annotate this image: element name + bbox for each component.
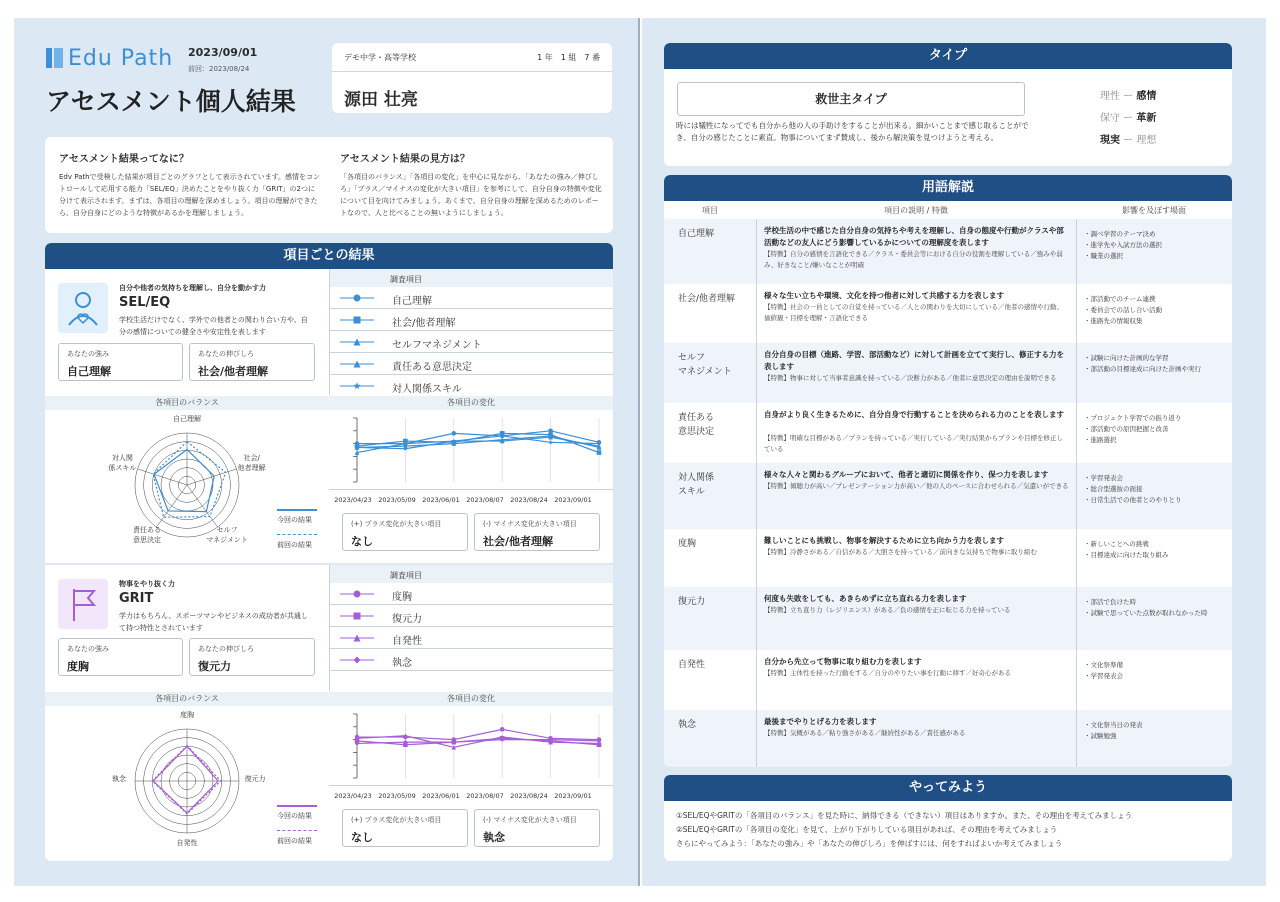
type-axis-right: 理想 <box>1136 135 1157 146</box>
type-description: 時には犠牲になってでも自分から他の人の手助けをすることが出来る。細かいことまで感じ取ることができ、自分の感じたことに素直。物事についてまず賛成し、後から解決策を見つけようと考える。 <box>676 121 1029 142</box>
sel-minus-label: (-) マイナス変化が大きい項目 <box>483 520 577 528</box>
glossary-item-name: 責任ある 意思決定 <box>678 413 715 437</box>
tryit-card <box>664 775 1232 861</box>
grit-plus-value: なし <box>351 831 373 844</box>
grit-line-chart <box>329 706 613 784</box>
grit-plus-box <box>342 809 468 847</box>
tryit-line: さらにやってみよう：「あなたの強み」や「あなたの伸びしろ」を伸ばすには、何をすればよいか考えてみましょう <box>676 839 1063 848</box>
glossary-item-features: 【特徴】主体性を持った行動をする／自分のやりたい事を行動に移す／好奇心がある <box>764 669 1011 677</box>
glossary-scene-item: ・部活で負けた時 <box>1084 598 1136 606</box>
grit-legend-item <box>330 583 613 605</box>
grit-legend-marker <box>340 632 374 644</box>
glossary-scene-item: ・新しいことへの挑戦 <box>1084 540 1149 548</box>
sel-legend-marker <box>340 358 374 370</box>
type-name: 救世主タイプ <box>677 82 1025 116</box>
intro-card <box>45 137 613 233</box>
report-date: 2023/09/01 <box>188 46 258 59</box>
grit-strength-box <box>58 638 183 676</box>
glossary-row <box>664 219 1232 284</box>
grit-legend-item <box>330 605 613 627</box>
legend-marker-shape <box>354 317 361 324</box>
grit-legend-label: 度胸 <box>392 592 412 603</box>
glossary-item-features: 【特徴】傾聴力が高い／プレゼンテーション力が高い／他の人のペースに合わせられる／気遣いができる <box>764 482 1069 490</box>
sel-legend-item <box>330 331 613 353</box>
intro-text-how: 「各項目のバランス」「各項目の変化」を中心に見ながら、「あなたの強み／伸びしろ」「プラス／マイナスの変化が大きい項目」を参考にして、自分自身の特徴や変化について目を向けてみましょう。あくまで、自分自身の理解を深めるためのレポートなので、人と比べることの無いようにしましょう。 <box>340 173 602 217</box>
previous-date: 前回：2023/08/24 <box>188 65 250 73</box>
glossary-scene-item: ・委員会での話し合い活動 <box>1084 306 1162 314</box>
data-point <box>500 727 505 732</box>
legend-marker-shape <box>354 295 361 302</box>
radar-axis-label: 執念 <box>112 775 126 783</box>
column-divider <box>756 343 757 403</box>
type-axis-left: 現実 <box>1100 135 1120 146</box>
column-divider <box>756 529 757 587</box>
grit-strength-value: 度胸 <box>67 660 89 673</box>
glossary-row <box>664 343 1232 403</box>
sel-strength-box <box>58 343 183 381</box>
glossary-row <box>664 284 1232 343</box>
radar-spoke <box>187 469 236 485</box>
sel-growth-box <box>189 343 315 381</box>
glossary-scene-item: ・進路選択 <box>1084 436 1117 444</box>
column-divider <box>1076 529 1077 587</box>
glossary-item-description: 自分から先立って物事に取り組む力を表します <box>764 657 922 666</box>
date-tick-label: 2023/05/09 <box>378 496 416 504</box>
intro-heading-what: アセスメント結果ってなに？ <box>59 154 189 165</box>
class-number: 1 年 1 組 7 番 <box>537 53 600 62</box>
student-card <box>332 43 612 113</box>
glossary-column-headers <box>664 201 1232 219</box>
radar-axis-label: 対人関係スキル <box>108 454 137 473</box>
column-divider <box>1076 587 1077 650</box>
sel-caption: 自分や他者の気持ちを理解し、自分を動かす力 <box>119 284 266 292</box>
glossary-item-name: 度胸 <box>678 539 697 549</box>
radar-spoke <box>187 485 218 527</box>
glossary-scene-item: ・部活動の目標達成に向けた計画や実行 <box>1084 365 1201 373</box>
glossary-item-description: 自身がより良く生きるために、自分自身で行動することを決められる力のことを表します <box>764 410 1064 419</box>
grit-description: 学力はもちろん、スポーツマンやビジネスの成功者が共通して持つ特性とされています <box>119 612 308 632</box>
sel-legend-item <box>330 287 613 309</box>
grit-flag-icon <box>58 579 108 629</box>
sel-legend-item <box>330 353 613 375</box>
series-line <box>357 738 599 744</box>
glossary-scene-item: ・調べ学習のテーマ決め <box>1084 230 1156 238</box>
grit-legend-marker <box>340 610 374 622</box>
sel-legend-item <box>330 375 613 397</box>
logo-text: Edu Path <box>68 46 174 71</box>
radar-axis-label: 責任ある意思決定 <box>133 525 162 544</box>
legend-marker-shape <box>354 657 361 664</box>
date-tick-label: 2023/08/24 <box>510 496 548 504</box>
grit-legend-marker <box>340 588 374 600</box>
data-point <box>597 450 602 455</box>
column-divider <box>756 710 757 767</box>
grit-minus-label: (-) マイナス変化が大きい項目 <box>483 816 577 824</box>
type-axis-separator: ー <box>1120 135 1137 146</box>
grit-legend-label: 自発性 <box>392 636 422 647</box>
glossary-scene-item: ・職業の選択 <box>1084 252 1123 260</box>
glossary-scene-item: ・部活動での原因把握と改善 <box>1084 425 1169 433</box>
date-tick-label: 2023/09/01 <box>554 496 592 504</box>
date-tick-label: 2023/04/23 <box>334 496 372 504</box>
sel-legend-marker <box>340 292 374 304</box>
glossary-item-description: 何度も失敗をしても、あきらめずに立ち直れる力を表します <box>764 594 967 603</box>
glossary-item-description: 自分自身の目標（進路、学習、部活動など）に対して計画を立てて実行し、修正する力を表します <box>764 350 1064 371</box>
grit-plus-label: (+) プラス変化が大きい項目 <box>351 816 442 824</box>
glossary-item-description: 最後までやりとげる力を表します <box>764 717 877 726</box>
page-title: アセスメント個人結果 <box>46 87 296 116</box>
glossary-item-features: 【特徴】明確な目標がある／プランを持っている／実行している／実行結果からプランや目標を修正している <box>764 434 1063 453</box>
glossary-col-scenes: 影響を及ぼす場面 <box>1122 206 1186 215</box>
column-divider <box>1076 650 1077 710</box>
glossary-header: 用語解説 <box>664 175 1232 201</box>
grit-legend-item <box>330 649 613 671</box>
glossary-row <box>664 463 1232 529</box>
date-tick-label: 2023/05/09 <box>378 792 416 800</box>
column-divider <box>756 650 757 710</box>
radar-axis-label: 度胸 <box>180 711 194 719</box>
sel-name: SEL/EQ <box>119 295 171 310</box>
grit-legend-label: 執念 <box>392 658 412 669</box>
results-header: 項目ごとの結果 <box>45 243 613 269</box>
glossary-item-features: 【特徴】気概がある／粘り強さがある／継続性がある／責任感がある <box>764 729 966 737</box>
sel-change-title: 各項目の変化 <box>329 396 613 410</box>
grit-legend-marker <box>340 654 374 666</box>
grit-caption: 物事をやり抜く力 <box>119 580 175 588</box>
radar-axis-label: 復元力 <box>244 775 266 783</box>
sel-minus-box <box>474 513 600 551</box>
grit-minus-box <box>474 809 600 847</box>
column-divider <box>1076 463 1077 529</box>
glossary-scene-item: ・総合型選抜の面接 <box>1084 485 1143 493</box>
type-axis-right: 革新 <box>1136 113 1157 124</box>
glossary-col-item: 項目 <box>702 206 718 215</box>
sel-minus-value: 社会/他者理解 <box>483 535 554 548</box>
school-name: デモ中学・高等学校 <box>344 53 416 62</box>
grit-previous-legend: 前回の結果 <box>277 837 312 845</box>
column-divider <box>1076 343 1077 403</box>
glossary-item-name: 復元力 <box>678 597 706 607</box>
sel-legend-title: 調査項目 <box>330 269 613 287</box>
radar-axis-label: 自己理解 <box>173 415 201 423</box>
column-divider <box>756 403 757 463</box>
glossary-item-description: 難しいことにも挑戦し、物事を解決するために立ち向かう力を表します <box>764 536 1004 545</box>
type-axis-left: 理性 <box>1100 91 1120 102</box>
legend-marker-shape <box>354 591 361 598</box>
glossary-scene-item: ・試験で思っていた点数が取れなかった時 <box>1084 609 1208 617</box>
data-point <box>452 431 457 436</box>
radar-axis-label: 自発性 <box>176 839 198 847</box>
grit-legend-label: 復元力 <box>392 614 422 625</box>
grit-strength-label: あなたの強み <box>67 645 109 653</box>
glossary-scene-item: ・学習発表会 <box>1084 474 1123 482</box>
type-axis-left: 保守 <box>1100 113 1120 124</box>
glossary-scene-item: ・文化祭準備 <box>1084 661 1123 669</box>
page-fold <box>638 18 640 886</box>
glossary-row <box>664 650 1232 710</box>
sel-legend-marker <box>340 380 374 392</box>
sel-legend-marker <box>340 336 374 348</box>
sel-legend-item <box>330 309 613 331</box>
sel-balance-title: 各項目のバランス <box>45 396 329 410</box>
grit-balance-title: 各項目のバランス <box>45 692 329 706</box>
column-divider <box>1076 219 1077 284</box>
type-axis-row <box>1100 109 1156 124</box>
date-tick-label: 2023/08/07 <box>466 792 504 800</box>
glossary-item-name: 自己理解 <box>678 229 715 239</box>
grit-growth-label: あなたの伸びしろ <box>198 645 254 653</box>
grit-minus-value: 執念 <box>483 831 505 844</box>
series-line <box>357 729 599 739</box>
type-header: タイプ <box>664 43 1232 69</box>
sel-radar-chart <box>45 410 329 560</box>
glossary-scene-item: ・部活動でのチーム連携 <box>1084 295 1156 303</box>
glossary-item-description: 様々な人々と関わるグループにおいて、他者と適切に関係を作り、保つ力を表します <box>764 470 1049 479</box>
glossary-col-desc: 項目の説明 / 特徴 <box>884 206 948 215</box>
grit-legend-item <box>330 627 613 649</box>
sel-legend <box>329 269 613 395</box>
sel-description: 学校生活だけでなく、学外での他者との関わり合い方や、自分の感情についての健全さや安定性を表します <box>119 316 308 336</box>
type-card <box>664 43 1232 166</box>
date-tick-label: 2023/06/01 <box>422 496 460 504</box>
date-tick-label: 2023/04/23 <box>334 792 372 800</box>
glossary-row <box>664 710 1232 767</box>
glossary-scene-item: ・プロジェクト学習での振り返り <box>1084 414 1182 422</box>
sel-legend-label: 責任ある意思決定 <box>392 362 472 373</box>
intro-heading-how: アセスメント結果の見方は？ <box>340 154 470 165</box>
sel-legend-label: 社会/他者理解 <box>392 318 456 329</box>
type-axis-row <box>1100 131 1156 146</box>
sel-line-chart <box>329 410 613 488</box>
type-axis-separator: ー <box>1120 113 1137 124</box>
column-divider <box>756 219 757 284</box>
grit-legend-title: 調査項目 <box>330 565 613 583</box>
glossary-item-features: 【特徴】自分の感情を言語化できる／クラス・委員会等における自分の役割を理解している／強みや弱み、好きなこと/嫌いなことが明確 <box>764 250 1063 269</box>
glossary-item-name: 執念 <box>678 720 697 730</box>
radar-axis-label: 社会/他者理解 <box>237 454 266 473</box>
glossary-scene-item: ・文化祭当日の発表 <box>1084 721 1143 729</box>
glossary-item-features: 【特徴】冷静さがある／自信がある／大胆さを持っている／前向きな気持ちで物事に取り組む <box>764 548 1037 556</box>
legend-marker-shape <box>354 613 361 620</box>
sel-growth-value: 社会/他者理解 <box>198 365 269 378</box>
sel-legend-marker <box>340 314 374 326</box>
date-tick-label: 2023/08/07 <box>466 496 504 504</box>
sel-legend-label: 自己理解 <box>392 296 432 307</box>
glossary-card <box>664 175 1232 767</box>
sel-strength-value: 自己理解 <box>67 365 111 378</box>
glossary-scene-item: ・進学先や入試方法の選択 <box>1084 241 1162 249</box>
glossary-item-name: 自発性 <box>678 660 706 670</box>
sel-plus-value: なし <box>351 535 373 548</box>
grit-growth-box <box>189 638 315 676</box>
glossary-scene-item: ・目標達成に向けた取り組み <box>1084 551 1169 559</box>
column-divider <box>756 284 757 343</box>
student-name: 源田 壮亮 <box>344 90 418 110</box>
type-axis-row <box>1100 87 1156 102</box>
grit-current-legend: 今回の結果 <box>277 812 312 820</box>
glossary-item-features: 【特徴】立ち直り力（レジリエンス）がある／負の感情を正に転じる力を持っている <box>764 606 1011 614</box>
sel-legend-label: セルフマネジメント <box>392 340 482 351</box>
glossary-scene-item: ・日常生活での他者とのやりとり <box>1084 496 1182 504</box>
glossary-scene-item: ・試験勉強 <box>1084 732 1117 740</box>
column-divider <box>1076 710 1077 767</box>
column-divider <box>756 463 757 529</box>
legend-marker-shape <box>353 382 360 389</box>
tryit-line: ②SEL/EQやGRITの「各項目の変化」を見て、上がり下がりしている項目があれば、その理由を考えてみましょう <box>676 825 1058 834</box>
sel-previous-legend: 前回の結果 <box>277 541 312 549</box>
radar-spoke <box>138 469 187 485</box>
type-axis-separator: ー <box>1120 91 1137 102</box>
intro-text-what: Edv Pathで受検した結果が項目ごとのグラフとして表示されています。感情をコントロールして応用する能力「SEL/EQ」決めたことをやり抜く力「GRIT」の2つに分けて表示されます。まずは、各項目の理解を深めましょう。項目の理解ができたら、自分自身にどのような特徴があるかを理解しましょう。 <box>59 173 321 217</box>
column-divider <box>756 587 757 650</box>
glossary-row <box>664 529 1232 587</box>
grit-radar-chart <box>45 706 329 856</box>
glossary-item-features: 【特徴】物事に対して当事者意識を持っている／決断力がある／他者に意思決定の理由を説明できる <box>764 374 1057 382</box>
tryit-line: ①SEL/EQやGRITの「各項目のバランス」を見た時に、納得できる（できない）項目はありますか。また、その理由を考えてみましょう <box>676 811 1133 820</box>
series-line <box>357 437 599 452</box>
glossary-item-name: 対人関係 スキル <box>678 473 715 497</box>
glossary-item-features: 【特徴】社会の一員としての自覚を持っている／人との関わりを大切にしている／他者の感情や行動、価値観・目標を理解・言語化できる <box>764 303 1063 322</box>
tryit-header: やってみよう <box>664 775 1232 801</box>
date-tick-label: 2023/09/01 <box>554 792 592 800</box>
glossary-scene-item: ・学習発表会 <box>1084 672 1123 680</box>
sel-plus-box <box>342 513 468 551</box>
grit-growth-value: 復元力 <box>198 660 231 673</box>
glossary-item-description: 様々な生い立ちや環境、文化を持つ他者に対して共感する力を表します <box>764 291 1004 300</box>
grit-name: GRIT <box>119 591 154 606</box>
sel-current-legend: 今回の結果 <box>277 516 312 524</box>
sel-legend-label: 対人関係スキル <box>392 384 462 395</box>
date-tick-label: 2023/06/01 <box>422 792 460 800</box>
glossary-scene-item: ・試験に向けた計画的な学習 <box>1084 354 1169 362</box>
grit-legend <box>329 565 613 691</box>
sel-person-heart-icon <box>58 283 108 333</box>
glossary-item-name: 社会/他者理解 <box>678 294 736 304</box>
logo-icon <box>46 46 64 70</box>
results-card <box>45 243 613 861</box>
column-divider <box>1076 284 1077 343</box>
type-axis-right: 感情 <box>1136 91 1157 102</box>
sel-plus-label: (+) プラス変化が大きい項目 <box>351 520 442 528</box>
sel-strength-label: あなたの強み <box>67 350 109 358</box>
glossary-scene-item: ・進路先の情報収集 <box>1084 317 1143 325</box>
column-divider <box>1076 403 1077 463</box>
grit-change-title: 各項目の変化 <box>329 692 613 706</box>
glossary-row <box>664 403 1232 463</box>
glossary-item-name: セルフ マネジメント <box>678 353 732 377</box>
glossary-row <box>664 587 1232 650</box>
radar-axis-label: セルフマネジメント <box>206 525 248 544</box>
sel-growth-label: あなたの伸びしろ <box>198 350 254 358</box>
date-tick-label: 2023/08/24 <box>510 792 548 800</box>
glossary-item-description: 学校生活の中で感じた自分自身の気持ちや考えを理解し、自身の態度や行動がクラスや部活動などの友人にどう影響しているかについての理解度を表します <box>764 226 1064 247</box>
